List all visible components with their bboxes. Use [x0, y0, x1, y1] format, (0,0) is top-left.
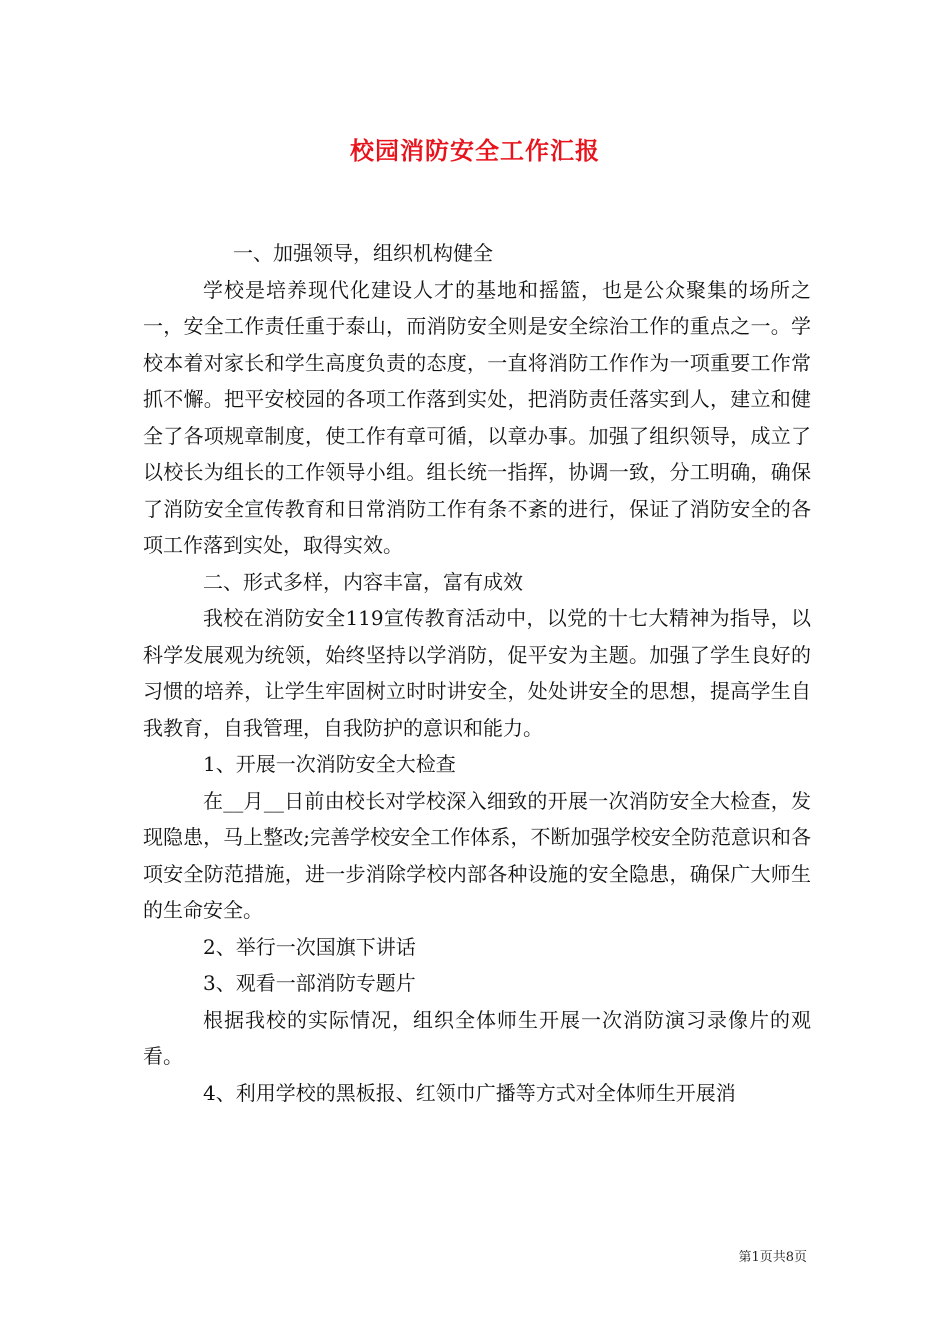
- list-item-heading: 3、观看一部消防专题片: [203, 971, 416, 995]
- page-number: 第1页共8页: [738, 1250, 807, 1265]
- list-item-heading: 2、举行一次国旗下讲话: [203, 934, 416, 959]
- body-paragraph: 我校在消防安全119宣传教育活动中，以党的十七大精神为指导，以科学发展观为统领，始终坚持以学消防，促平安为主题。加强了学生良好的习惯的培养，让学生牢固树立时时讲安全，处处讲安全的思想，提高学生自我教育，自我管理，自我防护的意识和能力。: [143, 606, 811, 740]
- section-heading-1: 一、加强领导，组织机构健全: [233, 241, 493, 265]
- document-title: 校园消防安全工作汇报: [350, 136, 600, 165]
- body-paragraph: 根据我校的实际情况，组织全体师生开展一次消防演习录像片的观看。: [143, 1007, 811, 1068]
- body-paragraph: 在__月__日前由校长对学校深入细致的开展一次消防安全大检查，发现隐患，马上整改;完善学校安全工作体系，不断加强学校安全防范意识和各项安全防范措施，进一步消除学校内部各种设施的安全隐患，确保广大师生的生命安全。: [143, 788, 811, 922]
- list-item-heading: 1、开展一次消防安全大检查: [203, 752, 456, 776]
- document-body: [143, 235, 811, 1111]
- body-paragraph: 学校是培养现代化建设人才的基地和摇篮，也是公众聚集的场所之一，安全工作责任重于泰山，而消防安全则是安全综治工作的重点之一。学校本着对家长和学生高度负责的态度，一直将消防工作作为一项重要工作常抓不懈。把平安校园的各项工作落到实处，把消防责任落实到人，建立和健全了各项规章制度，使工作有章可循，以章办事。加强了组织领导，成立了以校长为组长的工作领导小组。组长统一指挥，协调一致，分工明确，确保了消防安全宣传教育和日常消防工作有条不紊的进行，保证了消防安全的各项工作落到实处，取得实效。: [143, 277, 811, 557]
- body-paragraph: 4、利用学校的黑板报、红领巾广播等方式对全体师生开展消: [203, 1080, 736, 1105]
- section-heading-2: 二、形式多样，内容丰富，富有成效: [203, 569, 523, 594]
